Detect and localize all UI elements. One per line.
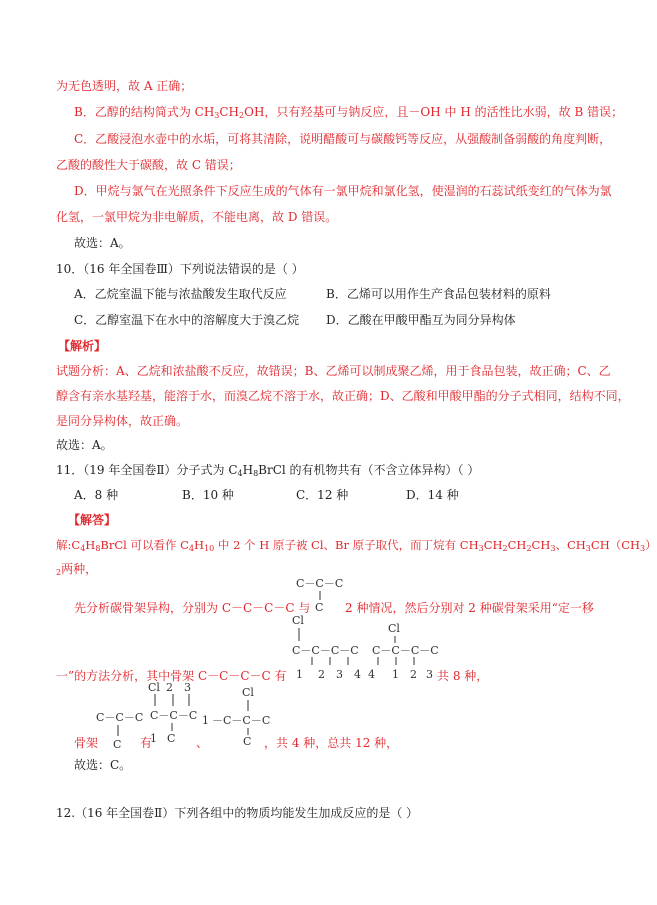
q10-analysis-line3: 是同分异构体，故正确。 <box>56 414 189 428</box>
struct-num: 2 <box>318 668 325 681</box>
q11-solution-line3a: 先分析碳骨架异构，分别为 C－C－C－C 与 <box>74 601 311 615</box>
q10-analysis-label: 【解析】 <box>58 339 107 353</box>
struct-chain: C－C－C <box>150 709 198 722</box>
q11-stem: 11．（19 年全国卷Ⅱ）分子式为 $C_4H_8BrCl$ 的有机物共有（不含立体异构）（ ） <box>56 463 480 478</box>
structure-chain-cl-c1 <box>290 612 370 682</box>
struct-branch: C <box>315 601 324 614</box>
struct-cl: Cl <box>292 614 304 627</box>
struct-cl: Cl <box>388 622 400 635</box>
struct-chain: C－C－C－C <box>372 644 439 657</box>
q11-solution-line2: $_2$两种， <box>56 562 98 577</box>
q11-solution-line1: 解$:C_4H_8BrCl$ 可以看作 $C_4H_{10}$ 中 2 个 H 原子被 Cl、Br 原子取代，而丁烷有 $CH_3CH_2CH_2CH_3$、$CH_3CH(CH_3)$ <box>56 538 657 553</box>
q12-stem: 12.（16 年全国卷Ⅱ）下列各组中的物质均能发生加成反应的是（ ） <box>56 806 419 820</box>
struct-num: 3 <box>336 668 343 681</box>
q10-option-c: C．乙醇室温下在水中的溶解度大于溴乙烷 <box>74 313 300 327</box>
q11-solution-line4a: 一”的方法分析，其中骨架 C－C－C－C 有 <box>56 669 287 683</box>
struct-num: 4 <box>368 668 375 681</box>
struct-num: 3 <box>184 681 191 694</box>
q10-analysis-line2: 醇含有亲水基羟基，能溶于水，而溴乙烷不溶于水，故正确；D、乙酸和甲酸甲酯的分子式相同，结构不同， <box>56 389 630 403</box>
q11-solution-line4b: 共 8 种， <box>437 669 489 683</box>
struct-num: 1 <box>296 668 303 681</box>
q11-option-b: B．10 种 <box>182 488 234 502</box>
q11-answer: 故选：C。 <box>74 758 132 772</box>
prev-option-d-line1: D．甲烷与氯气在光照条件下反应生成的气体有一氯甲烷和氯化氢，使湿润的石蕊试纸变红的气体为氯 <box>74 184 612 198</box>
struct-chain: C－C－C－C <box>292 644 359 657</box>
q11-solution-line5a: 骨架 <box>74 736 99 750</box>
prev-option-b: B．乙醇的结构简式为 $CH_3CH_2OH$，只有羟基可与钠反应，且－OH 中 H 的活性比水弱，故 B 错误； <box>74 105 624 120</box>
q10-analysis-line1: 试题分析：A、乙烷和浓盐酸不反应，故错误；B、乙烯可以制成聚乙烯，用于食品包装，故正确；C、乙 <box>56 364 611 378</box>
prev-option-d-line2: 化氢，一氯甲烷为非电解质，不能电离，故 D 错误。 <box>56 210 338 224</box>
struct-num: 1 <box>150 732 157 745</box>
q11-option-d: D．14 种 <box>406 488 459 502</box>
q10-stem: 10．（16 年全国卷Ⅲ）下列说法错误的是（ ） <box>56 262 304 276</box>
struct-num: 2 <box>166 681 173 694</box>
prev-option-c-line2: 乙酸的酸性大于碳酸，故 C 错误； <box>56 158 241 172</box>
prev-option-a-cont: 为无色透明，故 A 正确； <box>56 79 193 93</box>
q11-option-a: A．8 种 <box>74 488 119 502</box>
q10-option-b: B．乙烯可以用作生产食品包装材料的原料 <box>326 287 551 301</box>
q10-option-a: A．乙烷室温下能与浓盐酸发生取代反应 <box>74 287 287 301</box>
q11-solution-label: 【解答】 <box>68 513 117 527</box>
q11-solution-line3b: 2 种情况，然后分别对 2 种碳骨架采用“定一移 <box>345 601 594 615</box>
struct-num: 2 <box>410 668 417 681</box>
struct-chain: －C－C－C <box>212 714 271 727</box>
struct-chain: C－C－C <box>296 577 344 590</box>
struct-branch: C <box>113 738 122 751</box>
struct-num: 1 <box>392 668 399 681</box>
q10-answer: 故选：A。 <box>56 438 113 452</box>
q11-option-c: C．12 种 <box>296 488 349 502</box>
q10-option-d: D．乙酸在甲酸甲酯互为同分异构体 <box>326 313 516 327</box>
structure-chain-cl-c2 <box>368 620 440 682</box>
struct-branch: C <box>243 735 252 748</box>
struct-prefix: 1 <box>202 714 209 727</box>
struct-num: 4 <box>354 668 361 681</box>
struct-num: 3 <box>426 668 433 681</box>
struct-cl: Cl <box>242 686 254 699</box>
q11-solution-line5b: 有 <box>140 736 153 750</box>
prev-answer: 故选：A。 <box>74 236 131 250</box>
q11-solution-line5c: 、 <box>196 736 209 750</box>
q11-solution-line5d: ，共 4 种，总共 12 种， <box>264 736 399 750</box>
struct-chain: C－C－C <box>96 711 144 724</box>
struct-branch: C <box>167 732 176 745</box>
prev-option-c-line1: C．乙酸浸泡水壶中的水垢，可将其清除，说明醋酸可与碳酸钙等反应，从强酸制备弱酸的角度判断， <box>74 132 612 146</box>
struct-cl: Cl <box>148 681 160 694</box>
